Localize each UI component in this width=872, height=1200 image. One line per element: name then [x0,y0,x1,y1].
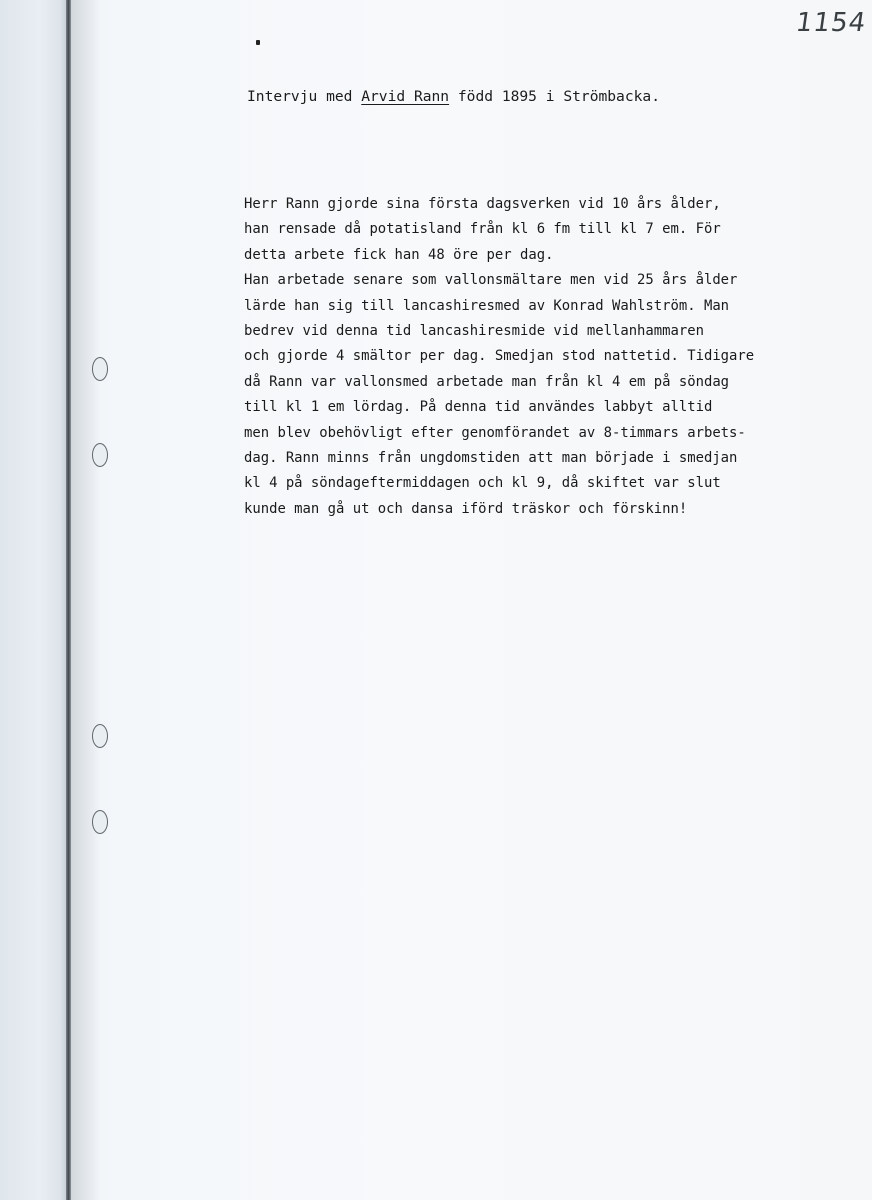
text-line: men blev obehövligt efter genomförandet av 8-timmars arbets- [244,424,746,441]
text-line: Han arbetade senare som vallonsmältare men vid 25 års ålder [244,272,738,289]
text-line: bedrev vid denna tid lancashiresmide vid mellanhammaren [244,322,704,339]
punch-hole [92,724,108,748]
adjacent-page-edge [0,0,66,1200]
title-prefix: Intervju med [247,88,362,105]
interview-text [244,192,804,522]
punch-hole [92,810,108,834]
text-line: Herr Rann gjorde sina första dagsverken vid 10 års ålder, [244,196,721,212]
punch-hole [92,443,108,467]
text-line: dag. Rann minns från ungdomstiden att man började i smedjan [244,449,738,466]
text-line: och gjorde 4 smältor per dag. Smedjan stod nattetid. Tidigare [244,348,755,365]
text-line: då Rann var vallonsmed arbetade man från kl 4 em på söndag [244,373,730,390]
text-line: kunde man gå ut och dansa iförd träskor och förskinn! [244,500,688,517]
page-shadow [71,0,101,1200]
text-line: han rensade då potatisland från kl 6 fm till kl 7 em. För [244,221,721,238]
text-line: till kl 1 em lördag. På denna tid användes labbyt alltid [244,399,713,416]
punch-hole [92,357,108,381]
text-line: lärde han sig till lancashiresmed av Konrad Wahlström. Man [244,297,730,314]
text-line: detta arbete fick han 48 öre per dag. [244,246,554,263]
title-suffix: född 1895 i Strömbacka. [449,88,660,105]
text-line: kl 4 på söndageftermiddagen och kl 9, då skiftet var slut [244,475,721,492]
ink-dot [256,40,260,45]
document-title [247,88,660,105]
handwritten-page-number: 1154 [793,8,869,38]
interviewee-name: Arvid Rann [361,88,450,105]
